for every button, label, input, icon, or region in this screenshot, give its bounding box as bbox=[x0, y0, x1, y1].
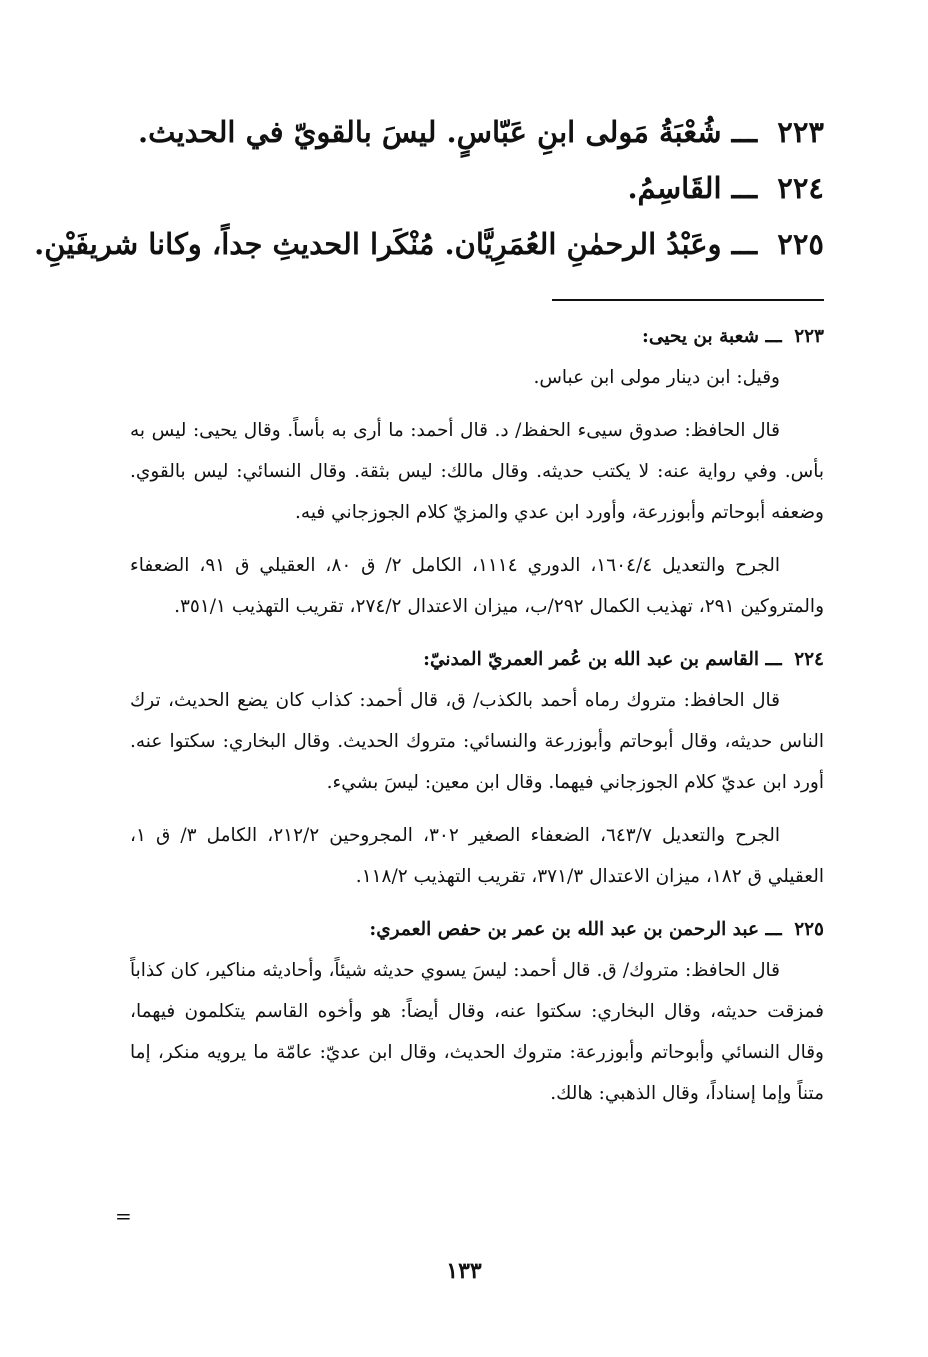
note-number: ٢٢٤ bbox=[794, 649, 824, 670]
note-heading-224 bbox=[130, 639, 824, 680]
entry-number: ٢٢٣ bbox=[777, 115, 824, 149]
note-title: عبد الرحمن بن عبد الله بن عمر بن حفص العمري: bbox=[369, 919, 760, 940]
entry-text: وعَبْدُ الرحمٰنِ العُمَرِيَّان. مُنْكَرا الحديثِ جداً، وكانا شريفَيْنِ. bbox=[34, 227, 722, 261]
footnotes bbox=[130, 316, 824, 1114]
entry-number: ٢٢٤ bbox=[777, 171, 824, 205]
entry-dash: ـــ bbox=[731, 115, 758, 149]
note-dash: ـــ bbox=[765, 919, 782, 940]
footnote-separator bbox=[552, 299, 824, 301]
note-paragraph: قال الحافظ: متروك رماه أحمد بالكذب/ ق، قال أحمد: كذاب كان يضع الحديث، ترك الناس حديثه، وقال أبوحاتم وأبوزرعة والنسائي: متروك الحديث. وقال البخاري: سكتوا عنه. أورد ابن عديّ كلام الجوزجاني فيهما. وقال ابن معين: ليسَ بشيء. bbox=[130, 690, 824, 793]
continuation-mark: = bbox=[115, 1204, 132, 1228]
note-title: القاسم بن عبد الله بن عُمر العمريّ المدنيّ: bbox=[423, 649, 760, 670]
note-references: الجرح والتعديل ٦٤٣/٧، الضعفاء الصغير ٣٠٢، المجروحين ٢١٢/٢، الكامل ٣/ ق ١، العقيلي ق ١٨٢، ميزان الاعتدال ٣٧١/٣، تقريب التهذيب ١١٨/٢. bbox=[130, 825, 824, 887]
main-entry-225 bbox=[34, 216, 824, 272]
entry-text: شُعْبَةُ مَولى ابنِ عَبّاسٍ. ليسَ بالقويّ في الحديث. bbox=[138, 115, 722, 149]
note-dash: ـــ bbox=[765, 326, 782, 347]
note-alias: وقيل: ابن دينار مولى ابن عباس. bbox=[533, 367, 780, 388]
main-entry-223 bbox=[96, 104, 824, 160]
entry-number: ٢٢٥ bbox=[777, 227, 824, 261]
note-paragraph: قال الحافظ: صدوق سيىء الحفظ/ د. قال أحمد: ما أرى به بأساً. وقال يحيى: ليس به بأس. وفي رواية عنه: لا يكتب حديثه. وقال مالك: ليس بثقة. وقال النسائي: ليس بالقوي. وضعفه أبوحاتم وأبوزرعة، وأورد ابن عدي والمزيّ كلام الجوزجاني فيه. bbox=[130, 420, 824, 523]
note-dash: ـــ bbox=[765, 649, 782, 670]
note-heading-223 bbox=[130, 316, 824, 357]
entry-dash: ـــ bbox=[731, 227, 758, 261]
note-references: الجرح والتعديل ١٦٠٤/٤، الدوري ١١١٤، الكامل ٢/ ق ٨٠، العقيلي ق ٩١، الضعفاء والمتروكين ٢٩١، تهذيب الكمال ٢٩٢/ب، ميزان الاعتدال ٢٧٤/٢، تقريب التهذيب ٣٥١/١. bbox=[130, 555, 824, 617]
note-paragraph: قال الحافظ: متروك/ ق. قال أحمد: ليسَ يسوي حديثه شيئاً، وأحاديثه مناكير، كان كذاباً فمزقت حديثه، وقال البخاري: سكتوا عنه، وقال أيضاً: هو وأخوه القاسم يتكلمون فيهما، وقال النسائي وأبوحاتم وأبوزرعة: متروك الحديث، وقال ابن عديّ: عامّة ما يرويه منكر، إما متناً وإما إسناداً، وقال الذهبي: هالك. bbox=[130, 960, 824, 1104]
main-entry-224 bbox=[96, 160, 824, 216]
note-title: شعبة بن يحيى: bbox=[642, 326, 760, 347]
note-heading-225 bbox=[130, 909, 824, 950]
page-number: ١٣٣ bbox=[446, 1258, 482, 1284]
main-text bbox=[34, 104, 824, 272]
note-number: ٢٢٥ bbox=[794, 919, 824, 940]
note-number: ٢٢٣ bbox=[794, 326, 824, 347]
entry-text: القَاسِمُ. bbox=[627, 171, 722, 205]
entry-dash: ـــ bbox=[731, 171, 758, 205]
